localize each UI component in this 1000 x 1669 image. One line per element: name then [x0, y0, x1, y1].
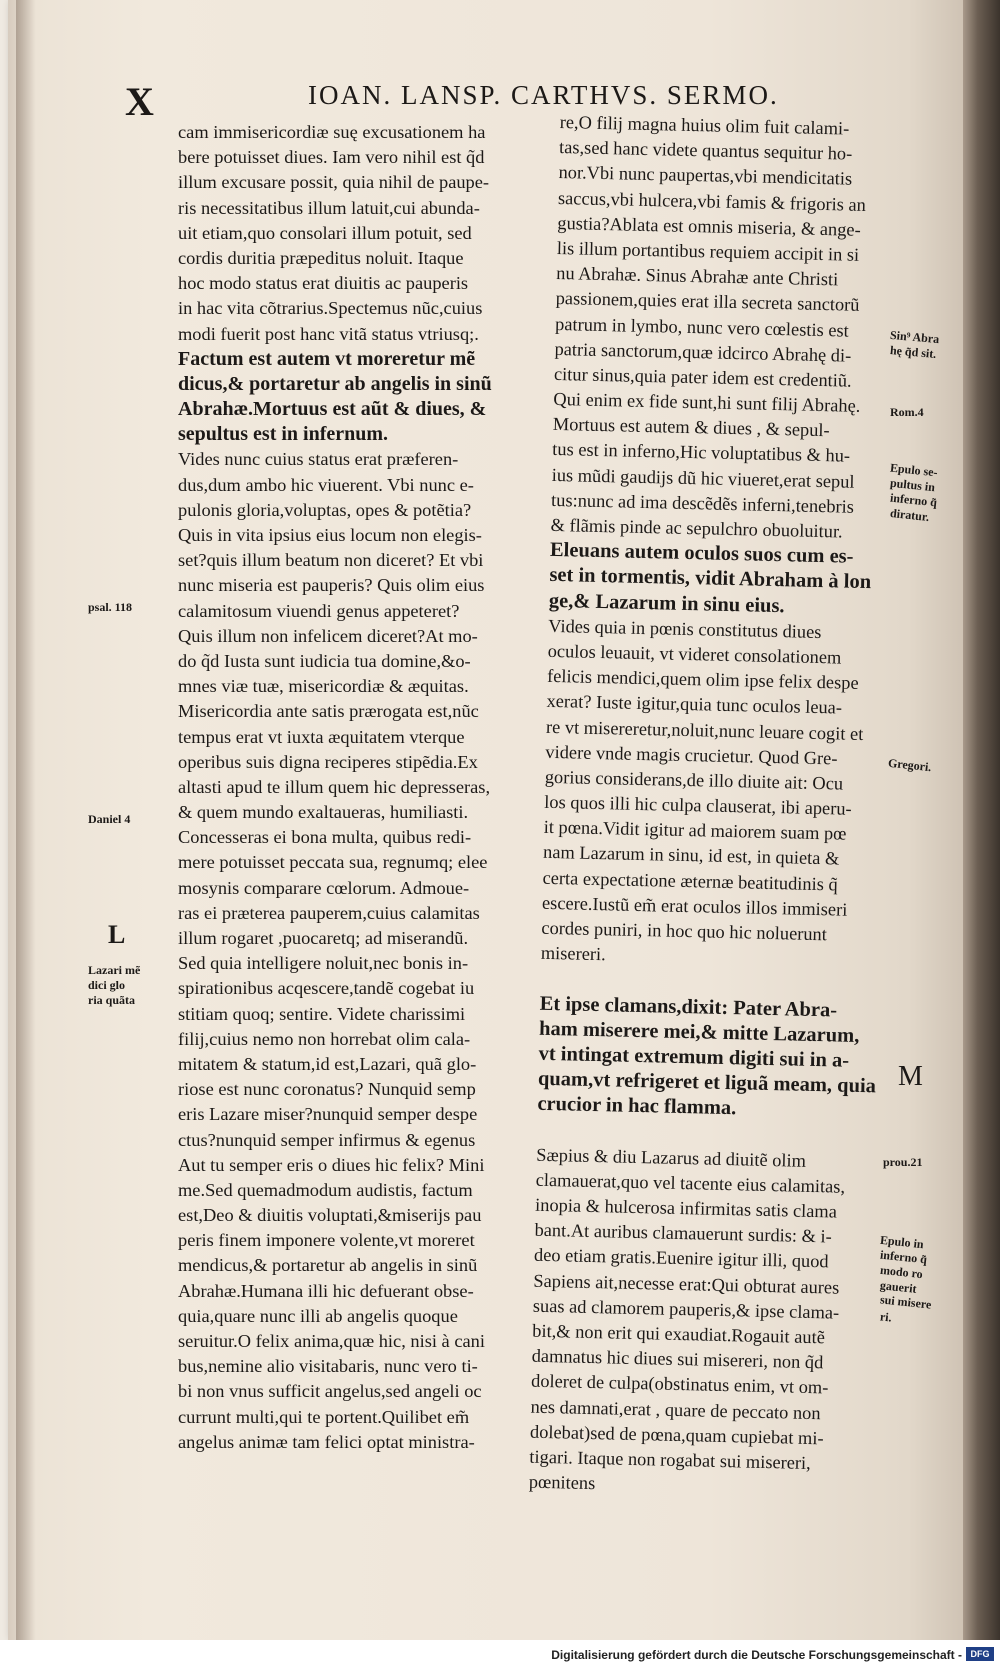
text-line: bi non vnus sufficit angelus,sed angeli oc	[178, 1381, 482, 1402]
text-line: in hac vita cõtrarius.Spectemus nũc,cuius	[178, 298, 483, 319]
margin-note-epulo-1c: inferno q̃	[889, 490, 938, 510]
text-line: it pœna.Vidit igitur ad maiorem suam pœ	[543, 817, 847, 844]
text-line: mere potuisset peccata sua, regnumq; elee	[178, 852, 488, 873]
text-line: Quis illum non infelicem diceret?At mo-	[178, 625, 478, 646]
text-line: hoc modo status erat diuitis ac pauperis	[178, 273, 469, 294]
text-line: pulonis gloria,voluptas, opes & potẽtia?	[178, 499, 472, 520]
margin-note-rom: Rom.4	[890, 405, 924, 419]
text-line: sepultus est in infernum.	[178, 423, 389, 446]
text-line: tus:nunc ad ima descẽdẽs inferni,tenebris	[550, 489, 855, 517]
text-line: mnes viæ tuæ, misericordiæ & æquitas.	[178, 676, 469, 697]
book-fold-edge	[963, 0, 1000, 1640]
margin-note-epulo-2f: ri.	[879, 1309, 893, 1325]
footer-bar	[0, 1640, 1000, 1669]
text-line: filij,cuius nemo non horrebat olim cala-	[178, 1028, 471, 1049]
text-line: est,Deo & diuitis voluptati,&miserijs pau	[178, 1205, 482, 1226]
text-line: gustia?Ablata est omnis miseria, & ange-	[557, 212, 861, 240]
margin-note-epulo-1b: pultus in	[889, 475, 936, 495]
text-line: re vt misereretur,noluit,nunc leuare cogit et	[545, 716, 864, 744]
margin-initial-m: M	[898, 1061, 923, 1092]
text-line: nes damnati,erat , quare de peccato non	[530, 1396, 821, 1423]
text-line: patrum in lymbo, nunc vero cœlestis est	[554, 313, 849, 341]
text-line: Qui enim ex fide sunt,hi sunt filij Abrahę.	[553, 388, 861, 416]
margin-note-epulo-1d: diratur.	[889, 505, 930, 525]
text-line: Vides nunc cuius status erat præferen-	[178, 449, 459, 470]
text-line: inopia & hulcerosa infirmitas satis clama	[534, 1194, 838, 1222]
text-line: Sæpius & diu Lazarus ad diuitẽ olim	[536, 1144, 807, 1171]
text-line: Aut tu semper eris o diues hic felix? Mini	[178, 1154, 485, 1175]
margin-note-epulo-2e: sui misere	[879, 1292, 933, 1312]
running-head: IOAN. LANSP. CARTHVS. SERMO.	[308, 80, 779, 110]
text-line: doleret de culpa(obstinatus enim, vt om-	[530, 1371, 829, 1398]
text-line: Abrahæ.Mortuus est aũt & diues, &	[178, 398, 487, 421]
text-line: mitatem & statum,id est,Lazari, quã glo-	[178, 1053, 477, 1074]
right-text-column	[528, 110, 933, 1503]
text-line: & quem mundo exaltaueras, humiliasti.	[178, 802, 469, 823]
text-line: gorius considerans,de illo diuite ait: Ocu	[544, 766, 844, 794]
binding-shadow	[16, 0, 36, 1640]
margin-note-lazari-3: ria quãta	[88, 993, 136, 1007]
book-page	[8, 0, 963, 1640]
text-line: illum rogaret ,puocaretq; ad miserandũ.	[178, 928, 469, 948]
text-line: certa expectatione æternæ beatitudinis q̃	[542, 867, 838, 895]
text-line: Vides quia in pœnis constitutus diues	[548, 615, 822, 642]
text-line: dus,dum ambo hic viuerent. Vbi nunc e-	[178, 474, 474, 495]
text-line: illum excusare possit, quia nihil de paupe-	[178, 172, 490, 193]
text-line: deo etiam gratis.Euenire igitur illi, quod	[533, 1245, 829, 1272]
text-line: riose est nunc coronatus? Nunquid semp	[178, 1079, 476, 1100]
text-line: Sed quia intelligere noluit,nec bonis in-	[178, 953, 469, 974]
text-line: re,O filij magna huius olim fuit calami-	[559, 111, 850, 139]
text-line: Abrahæ.Humana illi hic defuerant obse-	[178, 1280, 474, 1301]
text-line: ras ei præterea pauperem,cuius calamitas	[178, 902, 480, 923]
margin-note-sinus-1: Sin⁹ Abra	[889, 327, 940, 347]
margin-initial-l: L	[108, 920, 126, 949]
text-line: dicus,& portaretur ab angelis in sinũ	[178, 372, 492, 395]
margin-note-epulo-2d: gauerit	[879, 1278, 918, 1296]
text-line: misereri.	[540, 942, 606, 965]
margin-note-sinus-2: hę q̃d sit.	[889, 343, 937, 361]
text-line: los quos illi hic culpa clauserat, ibi aperu-	[544, 791, 852, 819]
text-line: do q̃d Iusta sunt iudicia tua domine,&o-	[178, 650, 471, 671]
text-line: operibus suis digna reciperes stipẽdia.Ex	[178, 751, 478, 772]
text-line: clamauerat,quo vel tacente eius calamitas,	[535, 1169, 846, 1197]
margin-note-lazari-2: dici glo	[88, 978, 126, 992]
text-line: bit,& non erit qui exaudiat.Rogauit autẽ	[532, 1320, 826, 1348]
text-line: bus,nemine alio visitabaris, nunc vero ti-	[178, 1356, 478, 1377]
text-line: saccus,vbi hulcera,vbi famis & frigoris an	[557, 187, 867, 215]
text-line: set in tormentis, vidit Abraham à lon	[549, 564, 872, 594]
margin-note-epulo-2c: modo ro	[879, 1262, 924, 1282]
text-line: Factum est autem vt moreretur mẽ	[178, 347, 476, 370]
margin-note-gregori: Gregori.	[887, 755, 933, 775]
text-line: nu Abrahæ. Sinus Abrahæ ante Christi	[556, 263, 839, 290]
text-line: currunt multi,qui te portent.Quilibet em̃	[178, 1406, 470, 1427]
text-line: tas,sed hanc videte quantus sequitur ho-	[558, 137, 853, 164]
dfg-logo: DFG	[966, 1647, 994, 1661]
text-line: ctus?nunquid semper infirmus & egenus	[178, 1129, 476, 1150]
text-line: passionem,quies erat illa secreta sanctorũ	[555, 288, 860, 316]
text-line: citur sinus,quia pater idem est credentiũ.	[553, 363, 852, 391]
text-line: Concesseras ei bona multa, quibus redi-	[178, 827, 472, 848]
text-line: tigari. Itaque non rogabat sui misereri,	[529, 1446, 812, 1473]
text-line: cam immisericordiæ suę excusationem ha	[178, 122, 486, 142]
text-line: Et ipse clamans,dixit: Pater Abra-	[539, 992, 838, 1022]
text-line: bant.At auribus clamauerunt surdis: & i-	[534, 1219, 832, 1247]
text-line: felicis mendici,quem olim ipse felix despe	[546, 665, 859, 694]
text-line: & flãmis pinde ac sepulchro obuoluitur.	[550, 514, 843, 542]
left-text-column	[178, 120, 558, 1455]
text-line: ham miserere mei,& mitte Lazarum,	[538, 1017, 860, 1047]
text-line: tus est in inferno,Hic voluptatibus & hu-	[552, 439, 851, 467]
footer-credit: Digitalisierung gefördert durch die Deutsche Forschungsgemeinschaft -	[551, 1648, 962, 1662]
text-line: eris Lazare miser?nunquid semper despe	[178, 1104, 478, 1125]
text-line: quia,quare nunc illi ab angelis quoque	[178, 1305, 458, 1326]
text-line: ius mũdi gaudijs dũ hic viueret,erat sepul	[551, 464, 855, 492]
text-line: patria sanctorum,quæ idcirco Abrahę di-	[554, 338, 852, 366]
text-line: damnatus hic diues sui misereri, non q̃d	[531, 1345, 824, 1373]
text-line: bere potuisset diues. Iam vero nihil est q̃d	[178, 147, 485, 168]
text-line: lis illum portantibus requiem accipit in si	[556, 237, 860, 265]
margin-note-epulo-2a: Epulo in	[879, 1232, 925, 1252]
text-line: Misericordia ante satis prærogata est,nũc	[178, 701, 479, 722]
text-line: Sapiens ait,necesse erat:Qui obturat aures	[533, 1270, 840, 1298]
section-letter: X	[125, 79, 154, 124]
text-line: uit etiam,quo consolari illum potuit, sed	[178, 222, 472, 243]
text-line: cordes puniri, in hoc quo hic noluerunt	[541, 917, 828, 945]
margin-note-psalm: psal. 118	[88, 600, 133, 614]
text-line: altasti apud te illum quem hic depresseras,	[178, 776, 491, 797]
text-line: Mortuus est autem & diues , & sepul-	[552, 414, 830, 441]
text-line: nor.Vbi nunc paupertas,vbi mendicitatis	[558, 162, 853, 190]
text-line: Quis in vita ipsius eius locum non elegis-	[178, 525, 482, 545]
text-line: oculos leuauit, vt videret consolationem	[547, 640, 842, 668]
text-line: pœnitens	[528, 1471, 596, 1494]
text-line: nam Lazarum in sinu, id est, in quieta &	[542, 842, 840, 869]
text-line: mosynis comparare cœlorum. Admoue-	[178, 877, 470, 898]
text-line: me.Sed quemadmodum audistis, factum	[178, 1179, 473, 1200]
text-line: vt intingat extremum digiti sui in a-	[538, 1042, 850, 1072]
text-line: modi fuerit post hanc vitã status vtriusq;.	[178, 323, 479, 344]
margin-note-epulo-1a: Epulo se-	[889, 460, 939, 480]
text-line: tempus erat vt iuxta æquitatem vterque	[178, 726, 465, 747]
margin-note-lazari-1: Lazari mẽ	[88, 963, 141, 977]
text-line: angelus animæ tam felici optat ministra-	[178, 1431, 475, 1452]
margin-note-epulo-2b: inferno q̃	[879, 1247, 928, 1267]
text-line: calamitosum viuendi genus appeteret?	[178, 600, 460, 621]
margin-note-prou: prou.21	[883, 1155, 923, 1169]
text-line: nunc miseria est pauperis? Quis olim eius	[178, 575, 485, 596]
text-line: ris necessitatibus illum latuit,cui abunda-	[178, 197, 480, 218]
text-line: crucior in hac flamma.	[537, 1093, 737, 1120]
text-line: spirationibus acqescere,tandẽ cogebat iu	[178, 978, 475, 999]
text-line: mendicus,& portaretur ab angelis in sinũ	[178, 1255, 478, 1276]
margin-note-daniel: Daniel 4	[88, 812, 131, 826]
text-line: xerat? Iuste igitur,quia tunc oculos leua-	[546, 691, 843, 718]
text-line: peris finem imponere volente,vt moreret	[178, 1230, 475, 1251]
text-line: seruitur.O felix anima,quæ hic, nisi à cani	[178, 1331, 485, 1351]
text-line: ge,& Lazarum in sinu eius.	[548, 589, 785, 617]
text-line: dolebat)sed de pœna,quam cupiebat mi-	[529, 1421, 824, 1449]
text-line: cordis duritia præpeditus noluit. Itaque	[178, 247, 464, 268]
text-line: Eleuans autem oculos suos cum es-	[549, 539, 854, 568]
text-line: stitiam quoq; sentire. Videte charissimi	[178, 1003, 466, 1024]
text-line: suas ad clamorem pauperis,& ipse clama-	[532, 1295, 840, 1323]
text-line: videre vnde magis crucietur. Quod Gre-	[545, 741, 838, 769]
text-line: set?quis illum beatum non diceret? Et vbi	[178, 550, 484, 571]
text-line: quam,vt refrigeret et liguã meam, quia	[537, 1067, 877, 1098]
text-line: escere.Iustũ em̃ erat oculos illos immiseri	[541, 892, 848, 920]
